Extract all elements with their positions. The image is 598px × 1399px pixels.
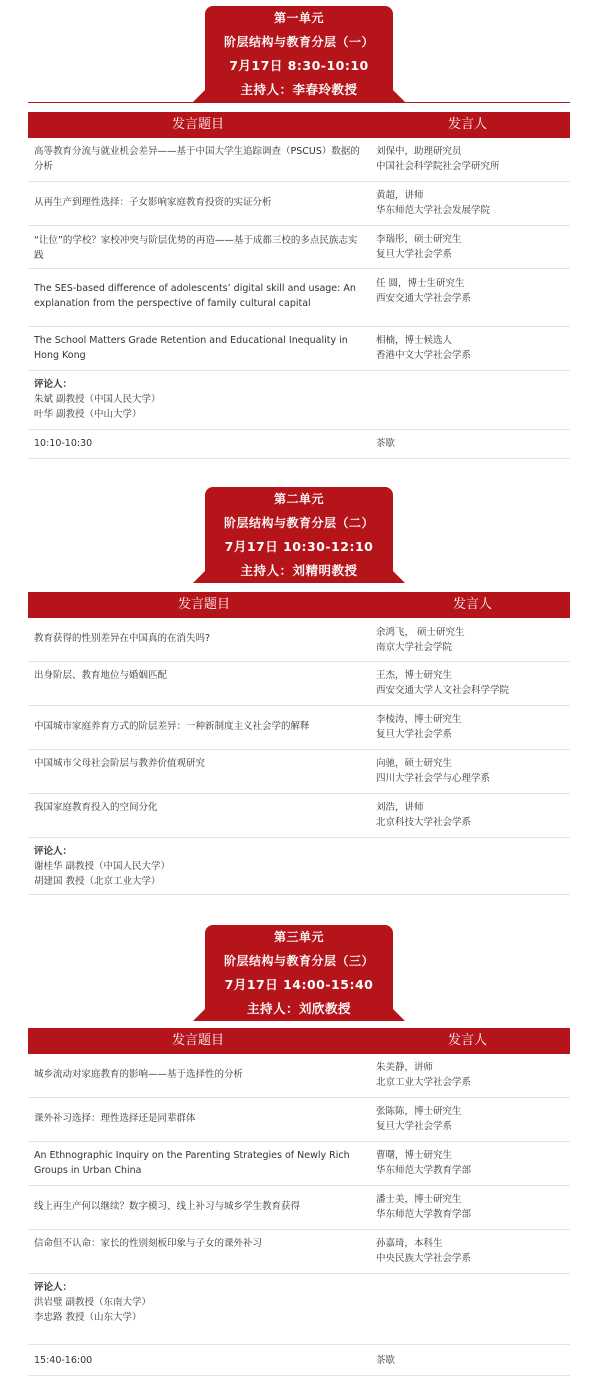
speaker-affiliation: 北京科技大学社会学系 [376, 817, 472, 828]
row-topic: 课外补习选择：理性选择还是同辈群体 [34, 1113, 196, 1124]
session-time: 7月17日 8:30-10:10 [229, 58, 369, 73]
speaker-name: 向驰，硕士研究生 [376, 758, 453, 769]
row-speaker [376, 1192, 566, 1222]
discussant-label: 评论人： [34, 379, 73, 390]
table-row [28, 662, 570, 706]
row-speaker [376, 232, 566, 262]
th-speaker: 发言人 [448, 117, 488, 132]
row-topic: 我国家庭教育投入的空间分化 [34, 802, 158, 813]
row-speaker [376, 800, 566, 830]
table-header [28, 592, 570, 618]
row-speaker [376, 276, 566, 306]
row-speaker [376, 756, 566, 786]
row-speaker [376, 625, 566, 655]
break-row [28, 430, 570, 459]
table-row [28, 327, 570, 371]
speaker-name: 李棱涛，博士研究生 [376, 714, 462, 725]
discussant-row [28, 371, 570, 430]
table-row [28, 706, 570, 750]
session-header [205, 925, 393, 1021]
session-unit: 第一单元 [273, 11, 324, 25]
speaker-affiliation: 华东师范大学教育学部 [376, 1165, 472, 1176]
break-time: 10:10-10:30 [34, 438, 93, 449]
row-speaker [376, 1148, 566, 1178]
speaker-affiliation: 复旦大学社会学系 [376, 249, 453, 260]
table-row [28, 618, 570, 662]
speaker-name: 任 圆，博士生研究生 [376, 278, 465, 289]
session-title: 阶层结构与教育分层（一） [223, 35, 374, 49]
speaker-affiliation: 华东师范大学教育学部 [376, 1209, 472, 1220]
row-topic: The SES-based difference of adolescents’ digital skill and usage: An explanation from the perspective of family cultural capital [34, 283, 356, 309]
speaker-name: 余鸿飞， 硕士研究生 [376, 627, 465, 638]
row-speaker [376, 1236, 566, 1266]
table-row [28, 1054, 570, 1098]
session-unit: 第三单元 [273, 930, 324, 944]
table-header [28, 112, 570, 138]
table-row [28, 750, 570, 794]
table-row [28, 1098, 570, 1142]
th-speaker: 发言人 [453, 597, 493, 612]
discussants [34, 377, 434, 422]
speaker-name: 相楠，博士候选人 [376, 335, 453, 346]
discussant: 朱斌 副教授（中国人民大学） [34, 394, 161, 405]
row-speaker [376, 668, 566, 698]
row-speaker [376, 333, 566, 363]
row-topic: 高等教育分流与就业机会差异——基于中国大学生追踪调查（PSCUS）数据的分析 [34, 146, 360, 172]
speaker-name: 黄超，讲师 [376, 190, 424, 201]
speaker-affiliation: 西安交通大学人文社会科学学院 [376, 685, 510, 696]
discussant: 胡建国 教授（北京工业大学） [34, 876, 161, 887]
row-speaker [376, 144, 566, 174]
table-row [28, 1230, 570, 1274]
speaker-name: 王杰，博士研究生 [376, 670, 453, 681]
break-label: 茶歇 [376, 438, 396, 449]
row-speaker [376, 188, 566, 218]
session-time: 7月17日 10:30-12:10 [224, 539, 374, 554]
th-speaker: 发言人 [448, 1033, 488, 1048]
row-topic: 教育获得的性别差异在中国真的在消失吗? [34, 633, 211, 644]
session-host: 主持人：刘欣教授 [246, 1001, 351, 1016]
speaker-name: 张陈陈，博士研究生 [376, 1106, 462, 1117]
row-speaker [376, 1060, 566, 1090]
row-topic: An Ethnographic Inquiry on the Parenting Strategies of Newly Rich Groups in Urban China [34, 1150, 350, 1176]
speaker-affiliation: 香港中文大学社会学系 [376, 350, 472, 361]
table-row [28, 269, 570, 327]
speaker-name: 刘浩，讲师 [376, 802, 424, 813]
row-speaker [376, 1104, 566, 1134]
discussant-label: 评论人： [34, 1282, 73, 1293]
speaker-affiliation: 华东师范大学社会发展学院 [376, 205, 491, 216]
session-host: 主持人：刘精明教授 [240, 563, 358, 578]
th-topic: 发言题目 [172, 117, 225, 132]
discussant: 洪岩璧 副教授（东南大学） [34, 1297, 152, 1308]
speaker-name: 李瑞彤，硕士研究生 [376, 234, 462, 245]
session-time: 7月17日 14:00-15:40 [224, 977, 374, 992]
session-title: 阶层结构与教育分层（三） [223, 954, 374, 968]
session-header [205, 487, 393, 583]
row-topic: “让位”的学校？家校冲突与阶层优势的再造——基于成都三校的多点民族志实践 [34, 235, 358, 261]
table-row [28, 182, 570, 226]
discussants [34, 844, 434, 889]
discussant: 叶华 副教授（中山大学） [34, 409, 142, 420]
row-topic: 城乡流动对家庭教育的影响——基于选择性的分析 [34, 1069, 244, 1080]
row-topic: 从再生产到理性选择：子女影响家庭教育投资的实证分析 [34, 197, 272, 208]
discussant: 李忠路 教授（山东大学） [34, 1312, 142, 1323]
table-row [28, 794, 570, 838]
speaker-name: 朱美静，讲师 [376, 1062, 434, 1073]
discussant: 谢桂华 副教授（中国人民大学） [34, 861, 171, 872]
row-topic: The School Matters Grade Retention and Educational Inequality in Hong Kong [34, 335, 348, 361]
header-rule [28, 102, 570, 103]
table-row [28, 1142, 570, 1186]
break-time: 15:40-16:00 [34, 1355, 93, 1366]
row-topic: 信命但不认命：家长的性别刻板印象与子女的课外补习 [34, 1238, 263, 1249]
speaker-affiliation: 四川大学社会学与心理学系 [376, 773, 491, 784]
table-header [28, 1028, 570, 1054]
speaker-name: 刘保中，助理研究员 [376, 146, 462, 157]
speaker-affiliation: 中央民族大学社会学系 [376, 1253, 472, 1264]
table-row [28, 226, 570, 269]
speaker-name: 孙嘉琦，本科生 [376, 1238, 443, 1249]
row-speaker [376, 712, 566, 742]
speaker-affiliation: 北京工业大学社会学系 [376, 1077, 472, 1088]
speaker-affiliation: 西安交通大学社会学系 [376, 293, 472, 304]
discussant-row [28, 1274, 570, 1345]
speaker-affiliation: 中国社会科学院社会学研究所 [376, 161, 500, 172]
table-row [28, 138, 570, 182]
discussant-label: 评论人： [34, 846, 73, 857]
table-row [28, 1186, 570, 1230]
session-host: 主持人：李春玲教授 [240, 82, 358, 97]
row-topic: 线上再生产何以继续？数字模习、线上补习与城乡学生教育获得 [34, 1201, 301, 1212]
row-topic: 中国城市家庭养育方式的阶层差异：一种新制度主义社会学的解释 [34, 721, 310, 732]
discussant-row [28, 838, 570, 895]
break-row [28, 1345, 570, 1376]
break-label: 茶歇 [376, 1355, 396, 1366]
speaker-affiliation: 复旦大学社会学系 [376, 729, 453, 740]
session-unit: 第二单元 [273, 492, 324, 506]
session-header [205, 6, 393, 102]
speaker-affiliation: 南京大学社会学院 [376, 642, 453, 653]
speaker-name: 潘士美，博士研究生 [376, 1194, 462, 1205]
th-topic: 发言题目 [178, 597, 231, 612]
th-topic: 发言题目 [172, 1033, 225, 1048]
speaker-name: 曹曙，博士研究生 [376, 1150, 453, 1161]
row-topic: 出身阶层、教育地位与婚姻匹配 [34, 670, 168, 681]
row-topic: 中国城市父母社会阶层与教养价值观研究 [34, 758, 206, 769]
speaker-affiliation: 复旦大学社会学系 [376, 1121, 453, 1132]
session-title: 阶层结构与教育分层（二） [223, 516, 374, 530]
discussants [34, 1280, 434, 1325]
